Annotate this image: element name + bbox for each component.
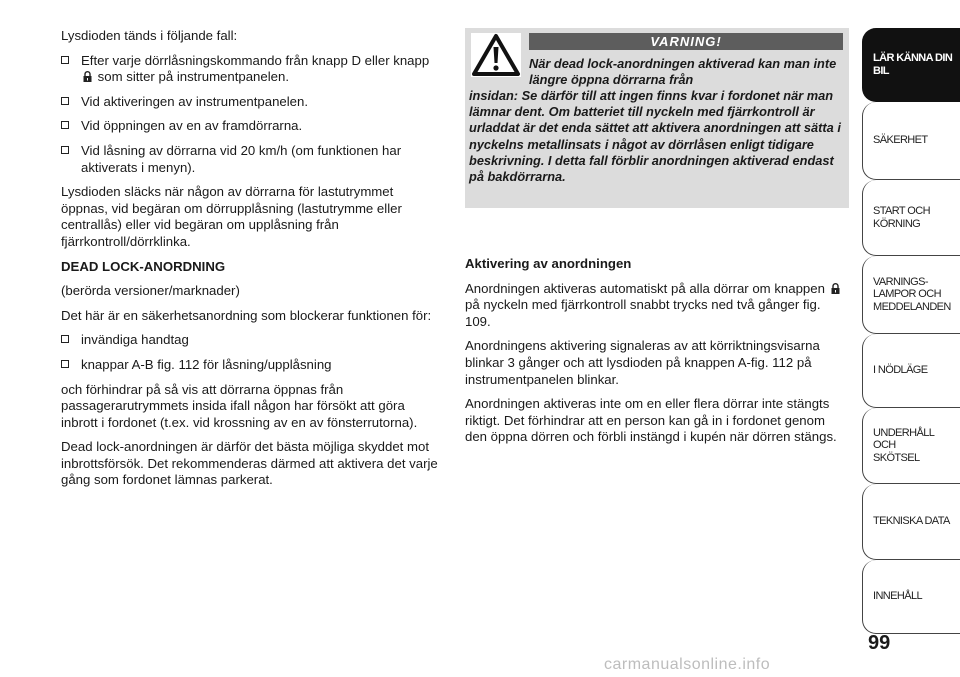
list-item: invändiga handtag: [61, 332, 441, 349]
tab-i-nodlage[interactable]: I NÖDLÄGE: [862, 334, 960, 408]
warning-text-line1: När dead lock-anordningen aktiverad kan man inte längre öppna dörrarna från: [529, 56, 837, 88]
bullet-square-icon: [61, 97, 69, 105]
padlock-icon: [83, 71, 92, 82]
dead-lock-description: Det här är en säkerhetsanordning som blockerar funktionen för:: [61, 307, 432, 323]
bullet-square-icon: [61, 56, 69, 64]
activation-heading: Aktivering av anordningen: [465, 256, 632, 271]
activation-paragraph-1: Anordningen aktiveras automatiskt på alla dörrar om knappen på nyckeln med fjärrkontroll snabbt trycks ned två gånger fig. 109.: [465, 281, 847, 331]
watermark: carmanualsonline.info: [604, 656, 771, 673]
list-item: Vid öppningen av en av framdörrarna.: [61, 118, 441, 135]
prevent-text: och förhindrar på så vis att dörrarna öppnas från passagerarutrymmets insida ifall någon har försökt att göra inbrott i fordonet (t.ex. vid krossning av en av fönsterrutorna).: [61, 381, 418, 430]
activation-paragraph-2: Anordningens aktivering signaleras av att körriktningsvisarna blinkar 3 gånger och att lysdioden på knappen A-fig. 112 på instrumentpanelen blinkar.: [465, 338, 820, 387]
bullet-square-icon: [61, 146, 69, 154]
led-intro: Lysdioden tänds i följande fall:: [61, 28, 238, 43]
section-heading: DEAD LOCK-ANORDNING: [61, 258, 226, 274]
tab-innehall[interactable]: INNEHÅLL: [862, 560, 960, 634]
page-number: 99: [868, 632, 891, 654]
chapter-tabs: [862, 28, 960, 634]
list-item: knappar A-B fig. 112 för låsning/upplåsning: [61, 357, 441, 374]
tab-underhall[interactable]: UNDERHÅLL OCH SKÖTSEL: [862, 408, 960, 484]
led-off-text: Lysdioden släcks när någon av dörrarna för lastutrymmet öppnas, vid begäran om dörrupplåsning (lastutrymme eller centrallås) eller vid begäran om upplåsning från fjärrkontroll/dörrklinka.: [61, 184, 402, 249]
list-item: Vid låsning av dörrarna vid 20 km/h (om funktionen har aktiverats i menyn).: [61, 143, 441, 176]
list-item: Efter varje dörrlåsningskommando från knapp D eller knapp som sitter på instrumentpanelen.: [61, 53, 441, 86]
warning-text-body: insidan: Se därför till att ingen finns kvar i fordonet när man lämnar dent. Om batteriet till nyckeln med fjärrkontroll är urladdat är det enda sättet att aktivera anordningen att sätta i nyckelns metallinsats i något av dörrlåsen enligt tidigare beskrivning. I detta fall förblir anordningen aktiverad endast på bakdörrarna.: [469, 88, 841, 185]
tab-lar-kanna-din-bil[interactable]: LÄR KÄNNA DIN BIL: [862, 28, 960, 102]
tab-sakerhet[interactable]: SÄKERHET: [862, 102, 960, 180]
right-column: [465, 256, 847, 454]
tab-start-och-korning[interactable]: START OCH KÖRNING: [862, 180, 960, 256]
list-item: Vid aktiveringen av instrumentpanelen.: [61, 94, 441, 111]
tab-varningslampor[interactable]: VARNINGS- LAMPOR OCH MEDDELANDEN: [862, 256, 960, 334]
bullet-square-icon: [61, 360, 69, 368]
warning-triangle-icon: [471, 33, 521, 77]
bullet-square-icon: [61, 335, 69, 343]
warning-title: VARNING!: [529, 33, 843, 50]
tab-tekniska-data[interactable]: TEKNISKA DATA: [862, 484, 960, 560]
bullet-square-icon: [61, 121, 69, 129]
padlock-icon: [831, 283, 840, 294]
activation-paragraph-3: Anordningen aktiveras inte om en eller flera dörrar inte stängts riktigt. Det förhindrar att en person kan gå in i fordonet genom den öppna dörren och förbli instängd i kupén när dörren stängs.: [465, 396, 837, 445]
warning-box: [465, 28, 849, 208]
section-subheading: (berörda versioner/marknader): [61, 283, 240, 299]
left-column: [61, 28, 441, 497]
best-protection-text: Dead lock-anordningen är därför det bästa möjliga skyddet mot inbrottsförsök. Det rekommenderas därmed att aktivera det varje gång som fordonet lämnas parkerat.: [61, 439, 438, 488]
